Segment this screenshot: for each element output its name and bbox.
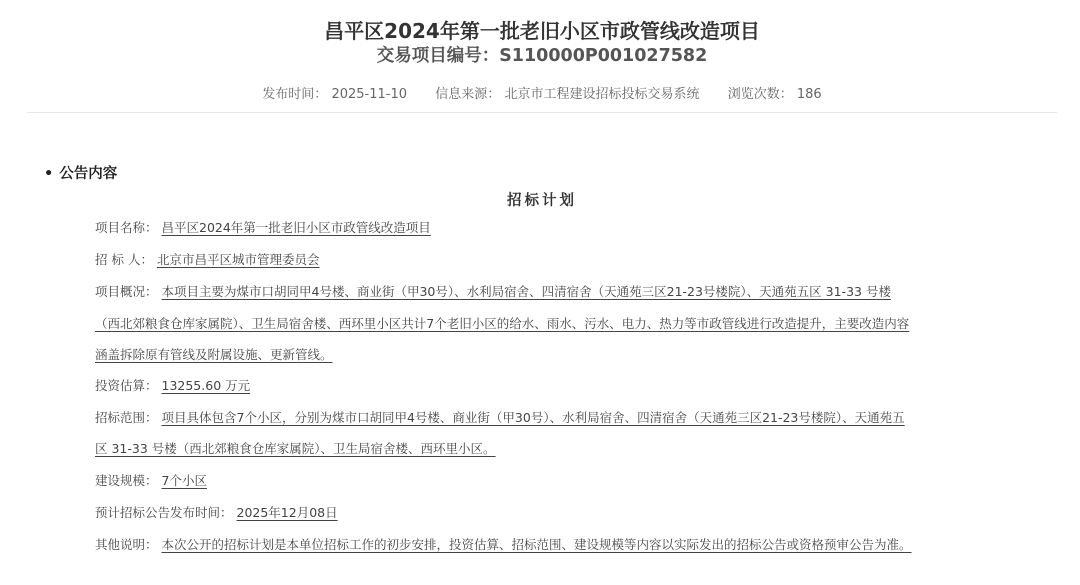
overview-row xyxy=(95,283,891,301)
investment-label: 投资估算： xyxy=(95,378,158,393)
header-divider xyxy=(27,112,1057,113)
announce-time-row xyxy=(95,504,338,522)
investment-row xyxy=(95,377,250,395)
project-name-row xyxy=(95,219,431,237)
plan-title: 招标计划 xyxy=(507,193,577,209)
scope-row xyxy=(95,409,905,427)
project-name-value: 昌平区2024年第一批老旧小区市政管线改造项目 xyxy=(161,220,431,235)
bullet-icon: • xyxy=(44,166,54,182)
scope-continuation xyxy=(95,440,496,458)
section-title-text: 公告内容 xyxy=(59,166,118,182)
publish-date: 2025-11-10 xyxy=(331,87,407,102)
views-label: 浏览次数： xyxy=(727,87,793,102)
notes-row xyxy=(95,536,912,554)
announce-time-value: 2025年12月08日 xyxy=(236,505,338,520)
views-count: 186 xyxy=(796,87,822,102)
project-number: 交易项目编号：S110000P001027582 xyxy=(376,46,708,66)
publish-label: 发布时间： xyxy=(262,87,328,102)
notes-value: 本次公开的招标计划是本单位招标工作的初步安排，投资估算、招标范围、建设规模等内容以实际发出的招标公告或资格预审公告为准。 xyxy=(161,537,912,552)
source-label: 信息来源： xyxy=(435,87,501,102)
scale-value: 7个小区 xyxy=(161,473,207,488)
scale-row xyxy=(95,472,207,490)
scale-label: 建设规模： xyxy=(95,473,158,488)
overview-value-line3: 涵盖拆除原有管线及附属设施、更新管线。 xyxy=(95,347,333,362)
tenderer-value: 北京市昌平区城市管理委员会 xyxy=(156,252,320,267)
scope-value-line2: 区 31-33 号楼（西北郊粮食仓库家属院）、卫生局宿舍楼、西环里小区。 xyxy=(95,441,496,456)
section-heading xyxy=(44,164,117,184)
scope-label: 招标范围： xyxy=(95,410,158,425)
overview-value-line2: （西北郊粮食仓库家属院）、卫生局宿舍楼、西环里小区共计7个老旧小区的给水、雨水、污水、电力、热力等市政管线进行改造提升，主要改造内容 xyxy=(95,316,910,331)
tenderer-row xyxy=(95,251,319,269)
page-title: 昌平区2024年第一批老旧小区市政管线改造项目 xyxy=(324,19,760,43)
project-name-label: 项目名称： xyxy=(95,220,158,235)
scope-value-line1: 项目具体包含7个小区，分别为煤市口胡同甲4号楼、商业街（甲30号）、水利局宿舍、四清宿舍（天通苑三区21-23号楼院）、天通苑五 xyxy=(161,410,905,425)
notes-label: 其他说明： xyxy=(95,537,158,552)
overview-continuation-2 xyxy=(95,346,333,364)
overview-label: 项目概况： xyxy=(95,284,158,299)
overview-continuation xyxy=(95,315,909,333)
investment-value: 13255.60 万元 xyxy=(161,378,251,393)
meta-info xyxy=(0,86,1080,104)
overview-value-line1: 本项目主要为煤市口胡同甲4号楼、商业街（甲30号）、水利局宿舍、四清宿舍（天通苑三区21-23号楼院）、天通苑五区 31-33 号楼 xyxy=(161,284,891,299)
source-value: 北京市工程建设招标投标交易系统 xyxy=(504,87,700,102)
tenderer-label: 招 标 人： xyxy=(95,252,153,267)
announce-time-label: 预计招标公告发布时间： xyxy=(95,505,233,520)
